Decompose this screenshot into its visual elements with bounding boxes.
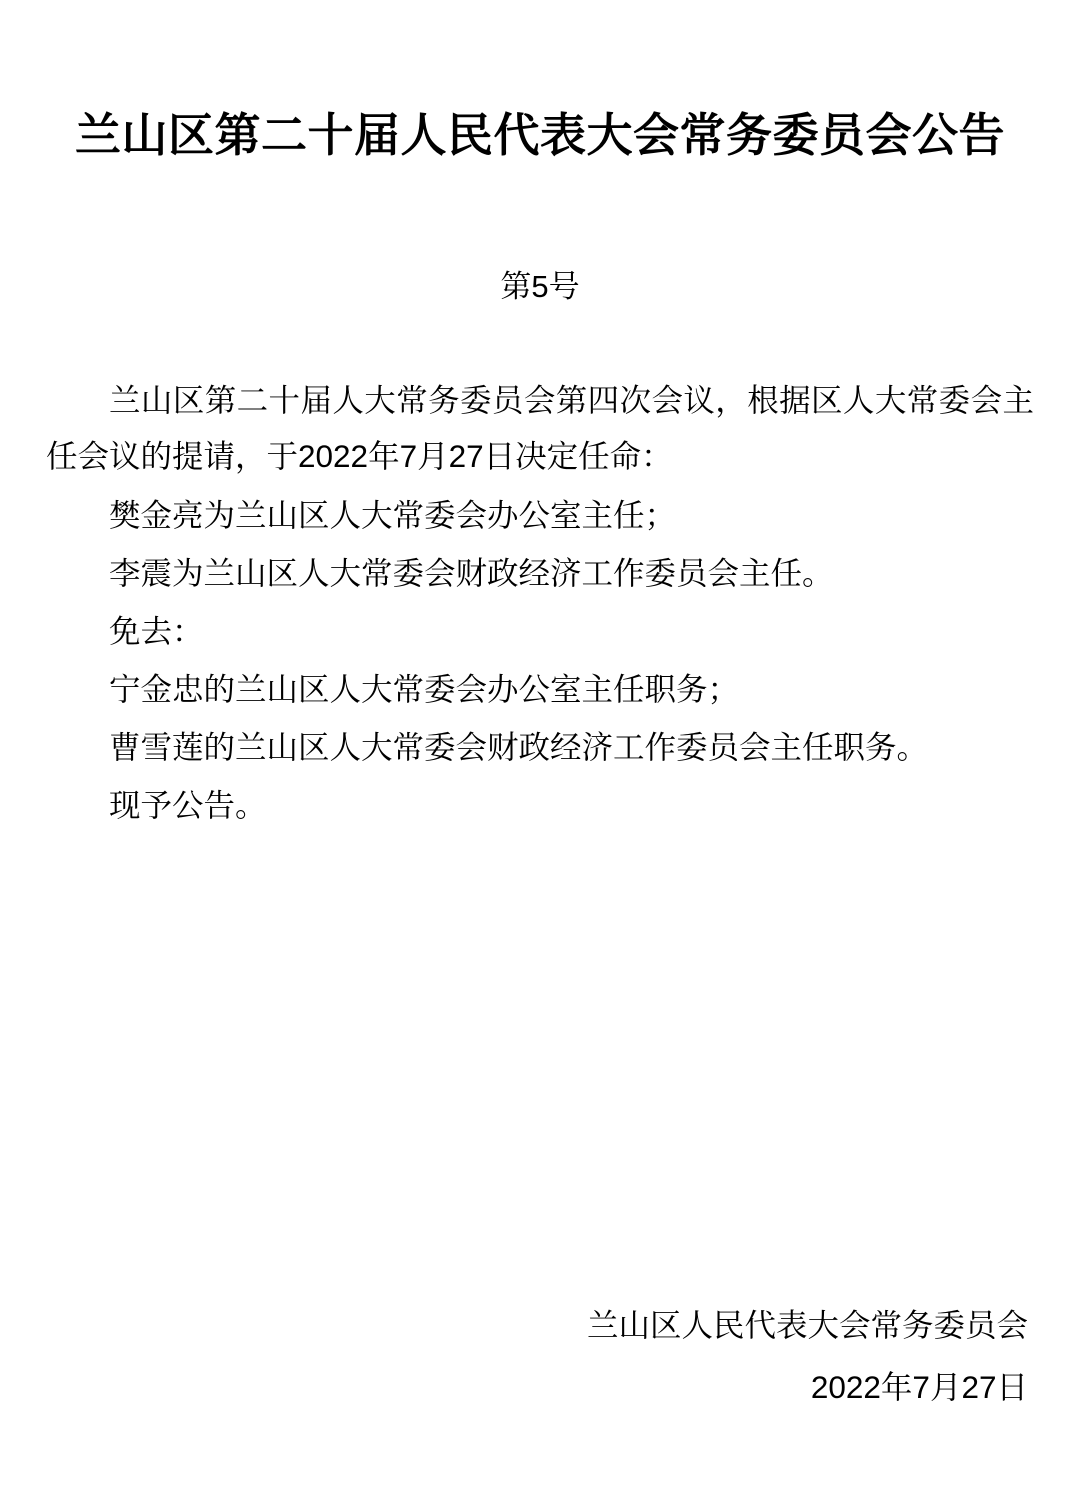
- body-paragraph: 现予公告。: [109, 786, 267, 823]
- document-body: [46, 372, 1034, 835]
- document-number: 第5号: [500, 268, 580, 304]
- signature-date: 2022年7月27日: [810, 1368, 1028, 1405]
- body-paragraph: 曹雪莲的兰山区人大常委会财政经济工作委员会主任职务。: [109, 728, 929, 765]
- body-paragraph: 樊金亮为兰山区人大常委会办公室主任；: [109, 496, 677, 533]
- signature-organization: 兰山区人民代表大会常务委员会: [586, 1307, 1028, 1344]
- body-paragraph: 兰山区第二十届人大常务委员会第四次会议，根据区人大常委会主任会议的提请，于2022年7月27日决定任命：: [46, 382, 1034, 475]
- body-paragraph: 李震为兰山区人大常委会财政经济工作委员会主任。: [109, 554, 834, 591]
- body-paragraph: 宁金忠的兰山区人大常委会办公室主任职务；: [109, 670, 740, 707]
- body-paragraph: 免去：: [109, 612, 204, 649]
- page-title: 兰山区第二十届人民代表大会常务委员会公告: [75, 109, 1005, 161]
- signature-block: [46, 1295, 1028, 1418]
